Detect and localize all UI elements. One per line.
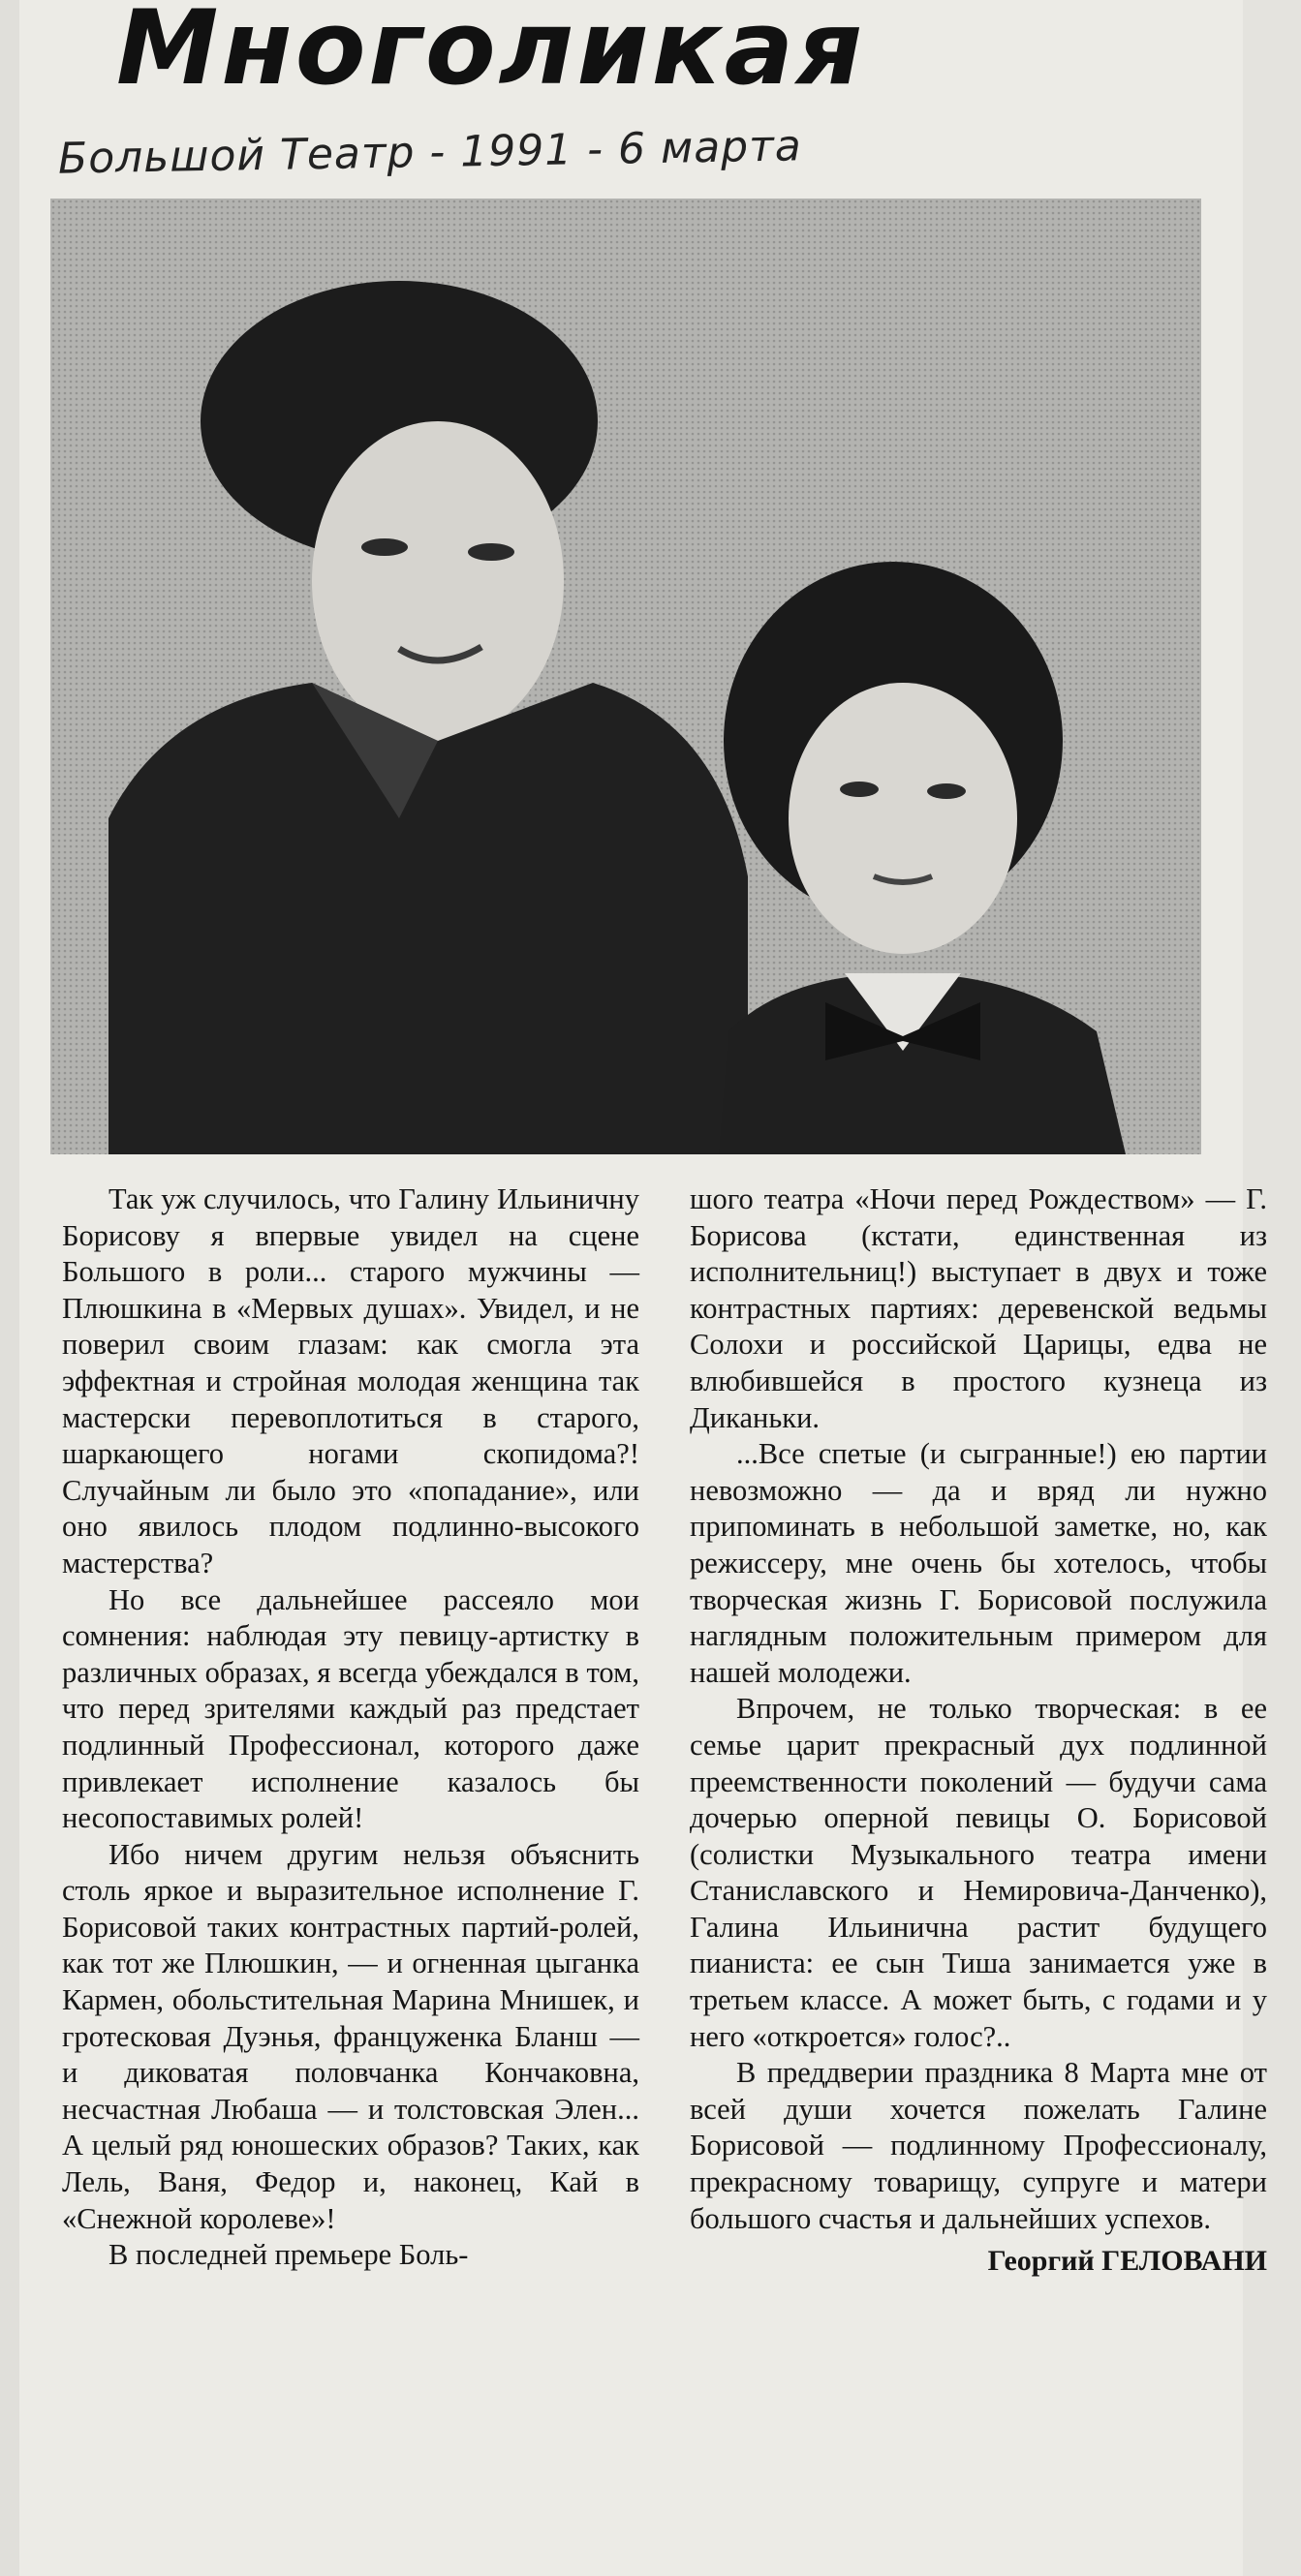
article-title: Многоликая (116, 0, 866, 107)
paragraph: Так уж случилось, что Галину Ильиничну Борисову я впервые увидел на сцене Большого в роли... старого мужчины — Плюшкина в «Мервых душах». Увидел, и не поверил своим глазам: как смогла эта эффектная и стройная молодая женщина так мастерски перевоплотиться в старого, шаркающего ногами скопидома?! Случайным ли было это «попадание», или оно явилось плодом подлинно-высокого мастерства? (62, 1182, 639, 1579)
paragraph: ...Все спетые (и сыгранные!) ею партии невозможно — да и вряд ли нужно припоминать в небольшой заметке, но, как режиссеру, мне очень бы хотелось, чтобы творческая жизнь Г. Борисовой послужила наглядным положительным примером для нашей молодежи. (690, 1437, 1267, 1689)
article-column-right (690, 1181, 1267, 2280)
photo-woman-and-boy (50, 199, 1201, 1154)
article-photo (50, 199, 1201, 1154)
article-author: Георгий ГЕЛОВАНИ (987, 2245, 1267, 2278)
paragraph: Но все дальнейшее рассеяло мои сомнения: наблюдая эту певицу-артистку в различных образах, я всегда убеждался в том, что перед зрителями каждый раз предстает подлинный Профессионал, которого даже привлекает исполнение казалось бы несопоставимых ролей! (62, 1582, 639, 1835)
paragraph: шого театра «Ночи перед Рождеством» — Г. Борисова (кстати, единственная из исполнительниц!) выступает в двух и тоже контрастных партиях: деревенской ведьмы Солохи и российской Царицы, едва не влюбившейся в простого кузнеца из Диканьки. (690, 1182, 1267, 1434)
paragraph: В преддверии праздника 8 Марта мне от всей души хочется пожелать Галине Борисовой — подлинному Профессионалу, прекрасному товарищу, супруге и матери большого счастья и дальнейших успехов. (690, 2056, 1267, 2235)
paper-edge-left (0, 0, 19, 2576)
paragraph: Ибо ничем другим нельзя объяснить столь яркое и выразительное исполнение Г. Борисовой таких контрастных партий-ролей, как тот же Плюшкин, — и огненная цыганка Кармен, обольстительная Марина Мнишек, и гротесковая Дуэнья, француженка Бланш — и диковатая половчанка Кончаковна, несчастная Любаша — и толстовская Элен... А целый ряд юношеских образов? Таких, как Лель, Ваня, Федор и, наконец, Кай в «Снежной королеве»! (62, 1837, 639, 2235)
paragraph: Впрочем, не только творческая: в ее семье царит прекрасный дух подлинной преемственности поколений — будучи сама дочерью оперной певицы О. Борисовой (солистки Музыкального театра имени Станиславского и Немировича-Данченко), Галина Ильинична растит будущего пианиста: ее сын Тиша занимается уже в третьем классе. А может быть, с годами и у него «откроется» голос?.. (690, 1692, 1267, 2053)
paragraph: В последней премьере Боль- (108, 2238, 469, 2272)
handwritten-note: Большой Театр - 1991 - 6 марта (57, 121, 803, 184)
article-column-left (62, 1181, 639, 2274)
